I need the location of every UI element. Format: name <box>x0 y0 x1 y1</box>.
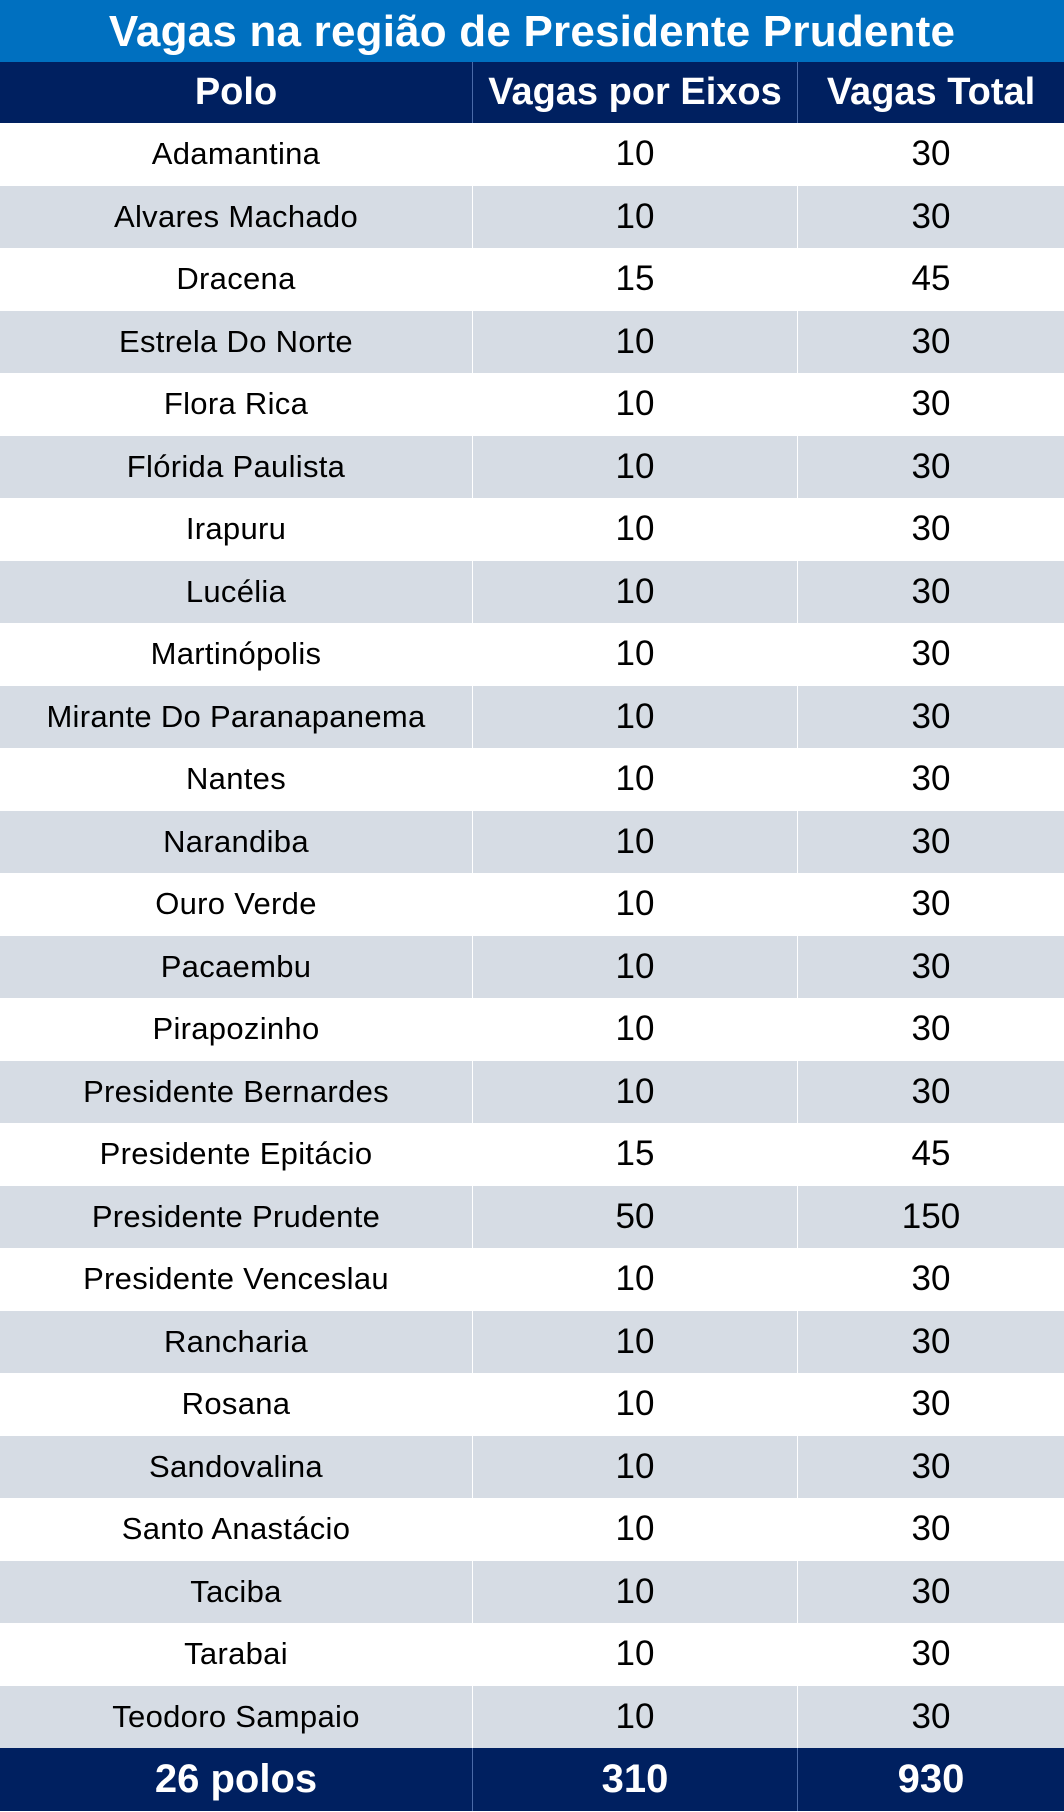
header-polo: Polo <box>194 71 278 113</box>
table-row <box>0 811 1064 874</box>
cell-vagas-eixos: 10 <box>472 436 797 499</box>
table-body <box>0 123 1064 1748</box>
cell-vagas-total: 30 <box>797 1436 1064 1499</box>
cell-vagas-total: 30 <box>797 1248 1064 1311</box>
table-row <box>0 1686 1064 1749</box>
table-row <box>0 998 1064 1061</box>
cell-polo: Rosana <box>181 1386 291 1422</box>
cell-vagas-eixos: 10 <box>472 936 797 999</box>
cell-vagas-eixos: 10 <box>472 1561 797 1624</box>
cell-polo: Flórida Paulista <box>126 448 346 484</box>
cell-vagas-total: 30 <box>797 436 1064 499</box>
table-row <box>0 1623 1064 1686</box>
cell-vagas-eixos: 50 <box>472 1186 797 1249</box>
cell-polo: Pacaembu <box>160 948 312 984</box>
cell-polo: Dracena <box>176 261 296 297</box>
footer-polos-count: 26 polos <box>154 1757 318 1801</box>
cell-vagas-total: 30 <box>797 1061 1064 1124</box>
cell-vagas-total: 30 <box>797 1498 1064 1561</box>
cell-vagas-total: 30 <box>797 873 1064 936</box>
cell-vagas-eixos: 10 <box>472 998 797 1061</box>
cell-vagas-total: 150 <box>797 1186 1064 1249</box>
cell-polo: Rancharia <box>163 1323 308 1359</box>
table-row <box>0 1561 1064 1624</box>
cell-vagas-eixos: 10 <box>472 561 797 624</box>
cell-vagas-total: 30 <box>797 936 1064 999</box>
cell-vagas-total: 30 <box>797 311 1064 374</box>
cell-vagas-eixos: 10 <box>472 1686 797 1749</box>
table-row <box>0 1436 1064 1499</box>
cell-polo: Teodoro Sampaio <box>112 1698 360 1734</box>
table-row <box>0 186 1064 249</box>
table-row <box>0 436 1064 499</box>
cell-vagas-eixos: 10 <box>472 748 797 811</box>
cell-vagas-total: 30 <box>797 811 1064 874</box>
cell-polo: Presidente Venceslau <box>83 1261 389 1297</box>
cell-polo: Presidente Epitácio <box>99 1136 373 1172</box>
table-row <box>0 1498 1064 1561</box>
table-row <box>0 1061 1064 1124</box>
cell-vagas-total: 30 <box>797 1311 1064 1374</box>
table-footer-row <box>0 1748 1064 1811</box>
cell-vagas-eixos: 10 <box>472 623 797 686</box>
cell-polo: Adamantina <box>151 136 321 172</box>
cell-vagas-total: 30 <box>797 686 1064 749</box>
cell-vagas-total: 30 <box>797 186 1064 249</box>
cell-vagas-total: 30 <box>797 498 1064 561</box>
cell-vagas-total: 30 <box>797 123 1064 186</box>
cell-polo: Irapuru <box>185 511 287 547</box>
table-row <box>0 1373 1064 1436</box>
cell-vagas-eixos: 15 <box>472 1123 797 1186</box>
cell-polo: Nantes <box>185 761 287 797</box>
table-row <box>0 311 1064 374</box>
cell-polo: Flora Rica <box>163 386 309 422</box>
cell-polo: Ouro Verde <box>155 886 317 922</box>
cell-polo: Narandiba <box>163 823 309 859</box>
table-row <box>0 748 1064 811</box>
table-row <box>0 498 1064 561</box>
cell-vagas-eixos: 10 <box>472 373 797 436</box>
cell-vagas-eixos: 10 <box>472 873 797 936</box>
table-row <box>0 936 1064 999</box>
table-row <box>0 873 1064 936</box>
cell-polo: Martinópolis <box>150 636 322 672</box>
cell-vagas-eixos: 10 <box>472 311 797 374</box>
table-row <box>0 1123 1064 1186</box>
cell-vagas-eixos: 10 <box>472 811 797 874</box>
cell-polo: Lucélia <box>185 573 287 609</box>
table-row <box>0 1186 1064 1249</box>
table-row <box>0 1311 1064 1374</box>
cell-polo: Santo Anastácio <box>121 1511 351 1547</box>
cell-vagas-eixos: 10 <box>472 1248 797 1311</box>
cell-polo: Alvares Machado <box>113 198 358 234</box>
cell-vagas-eixos: 10 <box>472 123 797 186</box>
cell-vagas-eixos: 10 <box>472 186 797 249</box>
cell-vagas-total: 45 <box>797 1123 1064 1186</box>
cell-vagas-total: 30 <box>797 1561 1064 1624</box>
cell-vagas-total: 30 <box>797 1373 1064 1436</box>
table-row <box>0 123 1064 186</box>
table-row <box>0 1248 1064 1311</box>
cell-vagas-eixos: 10 <box>472 1623 797 1686</box>
table-row <box>0 561 1064 624</box>
cell-vagas-eixos: 10 <box>472 1311 797 1374</box>
header-vagas-total: Vagas Total <box>797 62 1064 123</box>
cell-polo: Mirante Do Paranapanema <box>46 698 426 734</box>
cell-vagas-eixos: 10 <box>472 686 797 749</box>
cell-polo: Tarabai <box>184 1636 288 1672</box>
table-row <box>0 623 1064 686</box>
cell-vagas-total: 30 <box>797 373 1064 436</box>
cell-vagas-eixos: 10 <box>472 1498 797 1561</box>
cell-vagas-eixos: 10 <box>472 498 797 561</box>
header-vagas-eixos: Vagas por Eixos <box>472 62 797 123</box>
cell-polo: Sandovalina <box>149 1448 323 1484</box>
table-header-row <box>0 62 1064 123</box>
table-row <box>0 248 1064 311</box>
cell-vagas-total: 30 <box>797 623 1064 686</box>
cell-polo: Presidente Bernardes <box>83 1073 389 1109</box>
cell-vagas-total: 30 <box>797 998 1064 1061</box>
cell-polo: Estrela Do Norte <box>119 323 353 359</box>
cell-vagas-eixos: 15 <box>472 248 797 311</box>
table-row <box>0 373 1064 436</box>
cell-vagas-eixos: 10 <box>472 1436 797 1499</box>
cell-vagas-total: 30 <box>797 748 1064 811</box>
cell-vagas-total: 30 <box>797 1686 1064 1749</box>
cell-vagas-eixos: 10 <box>472 1373 797 1436</box>
cell-polo: Pirapozinho <box>152 1011 320 1047</box>
table-row <box>0 686 1064 749</box>
footer-eixos-total: 310 <box>472 1748 797 1811</box>
cell-vagas-total: 45 <box>797 248 1064 311</box>
cell-polo: Taciba <box>190 1573 282 1609</box>
footer-vagas-total: 930 <box>797 1748 1064 1811</box>
cell-polo: Presidente Prudente <box>91 1198 381 1234</box>
table-title: Vagas na região de Presidente Prudente <box>0 0 1064 62</box>
cell-vagas-total: 30 <box>797 561 1064 624</box>
cell-vagas-eixos: 10 <box>472 1061 797 1124</box>
cell-vagas-total: 30 <box>797 1623 1064 1686</box>
